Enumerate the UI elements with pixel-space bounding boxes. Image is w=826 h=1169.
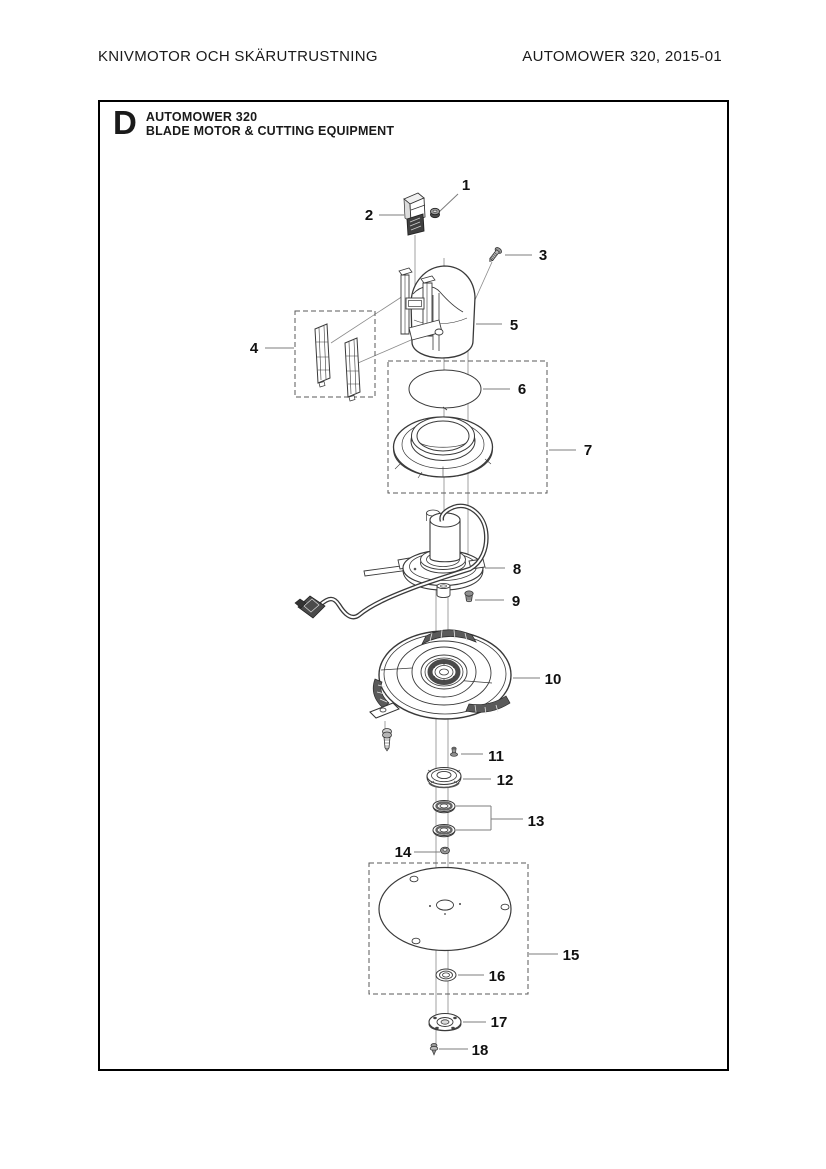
page-header-left: KNIVMOTOR OCH SKÄRUTRUSTNING xyxy=(98,48,378,65)
part-label-7: 7 xyxy=(583,442,593,459)
part-label-12: 12 xyxy=(496,772,514,789)
part-label-3: 3 xyxy=(538,247,548,264)
part-label-8: 8 xyxy=(512,561,522,578)
part-label-14: 14 xyxy=(394,844,412,861)
section-letter: D xyxy=(113,104,137,141)
part-label-9: 9 xyxy=(511,593,521,610)
part-9-screw xyxy=(465,591,473,602)
part-18-screw xyxy=(430,1044,438,1056)
part-5-motor-housing xyxy=(399,266,475,358)
part-label-17: 17 xyxy=(490,1014,508,1031)
part-4-strips xyxy=(315,324,360,401)
part-6-sealing-disc xyxy=(409,370,481,410)
group-box-part4 xyxy=(295,311,375,397)
part-7-seal-ring xyxy=(394,417,493,478)
page-header-right: AUTOMOWER 320, 2015-01 xyxy=(522,48,722,65)
part-16-washer xyxy=(436,969,456,981)
part-12-bearing xyxy=(427,768,461,788)
part-2-bracket xyxy=(404,193,425,235)
part-label-11: 11 xyxy=(488,748,504,765)
part-label-10: 10 xyxy=(544,671,562,688)
part-label-6: 6 xyxy=(517,381,527,398)
part-label-1: 1 xyxy=(461,177,471,194)
diagram-panel xyxy=(98,100,729,1071)
part-label-16: 16 xyxy=(488,968,506,985)
part-label-18: 18 xyxy=(471,1042,489,1059)
part-14-nut xyxy=(441,847,450,854)
part-11-screw xyxy=(450,747,457,756)
part-label-15: 15 xyxy=(562,947,580,964)
part-1-nut xyxy=(430,208,439,217)
panel-title-line1: AUTOMOWER 320 xyxy=(145,110,258,124)
part-label-5: 5 xyxy=(509,317,519,334)
exploded-view-drawing xyxy=(100,102,727,1069)
panel-title-line2: BLADE MOTOR & CUTTING EQUIPMENT xyxy=(145,124,395,138)
part-15-skid-plate xyxy=(379,868,511,951)
part-label-13: 13 xyxy=(527,813,545,830)
part-label-2: 2 xyxy=(364,207,374,224)
part-17-hub-flange xyxy=(429,1014,461,1031)
part-label-4: 4 xyxy=(249,340,259,357)
blade-and-screw xyxy=(370,703,399,751)
part-8-blade-motor xyxy=(295,506,486,618)
part-3-screw xyxy=(487,246,503,263)
